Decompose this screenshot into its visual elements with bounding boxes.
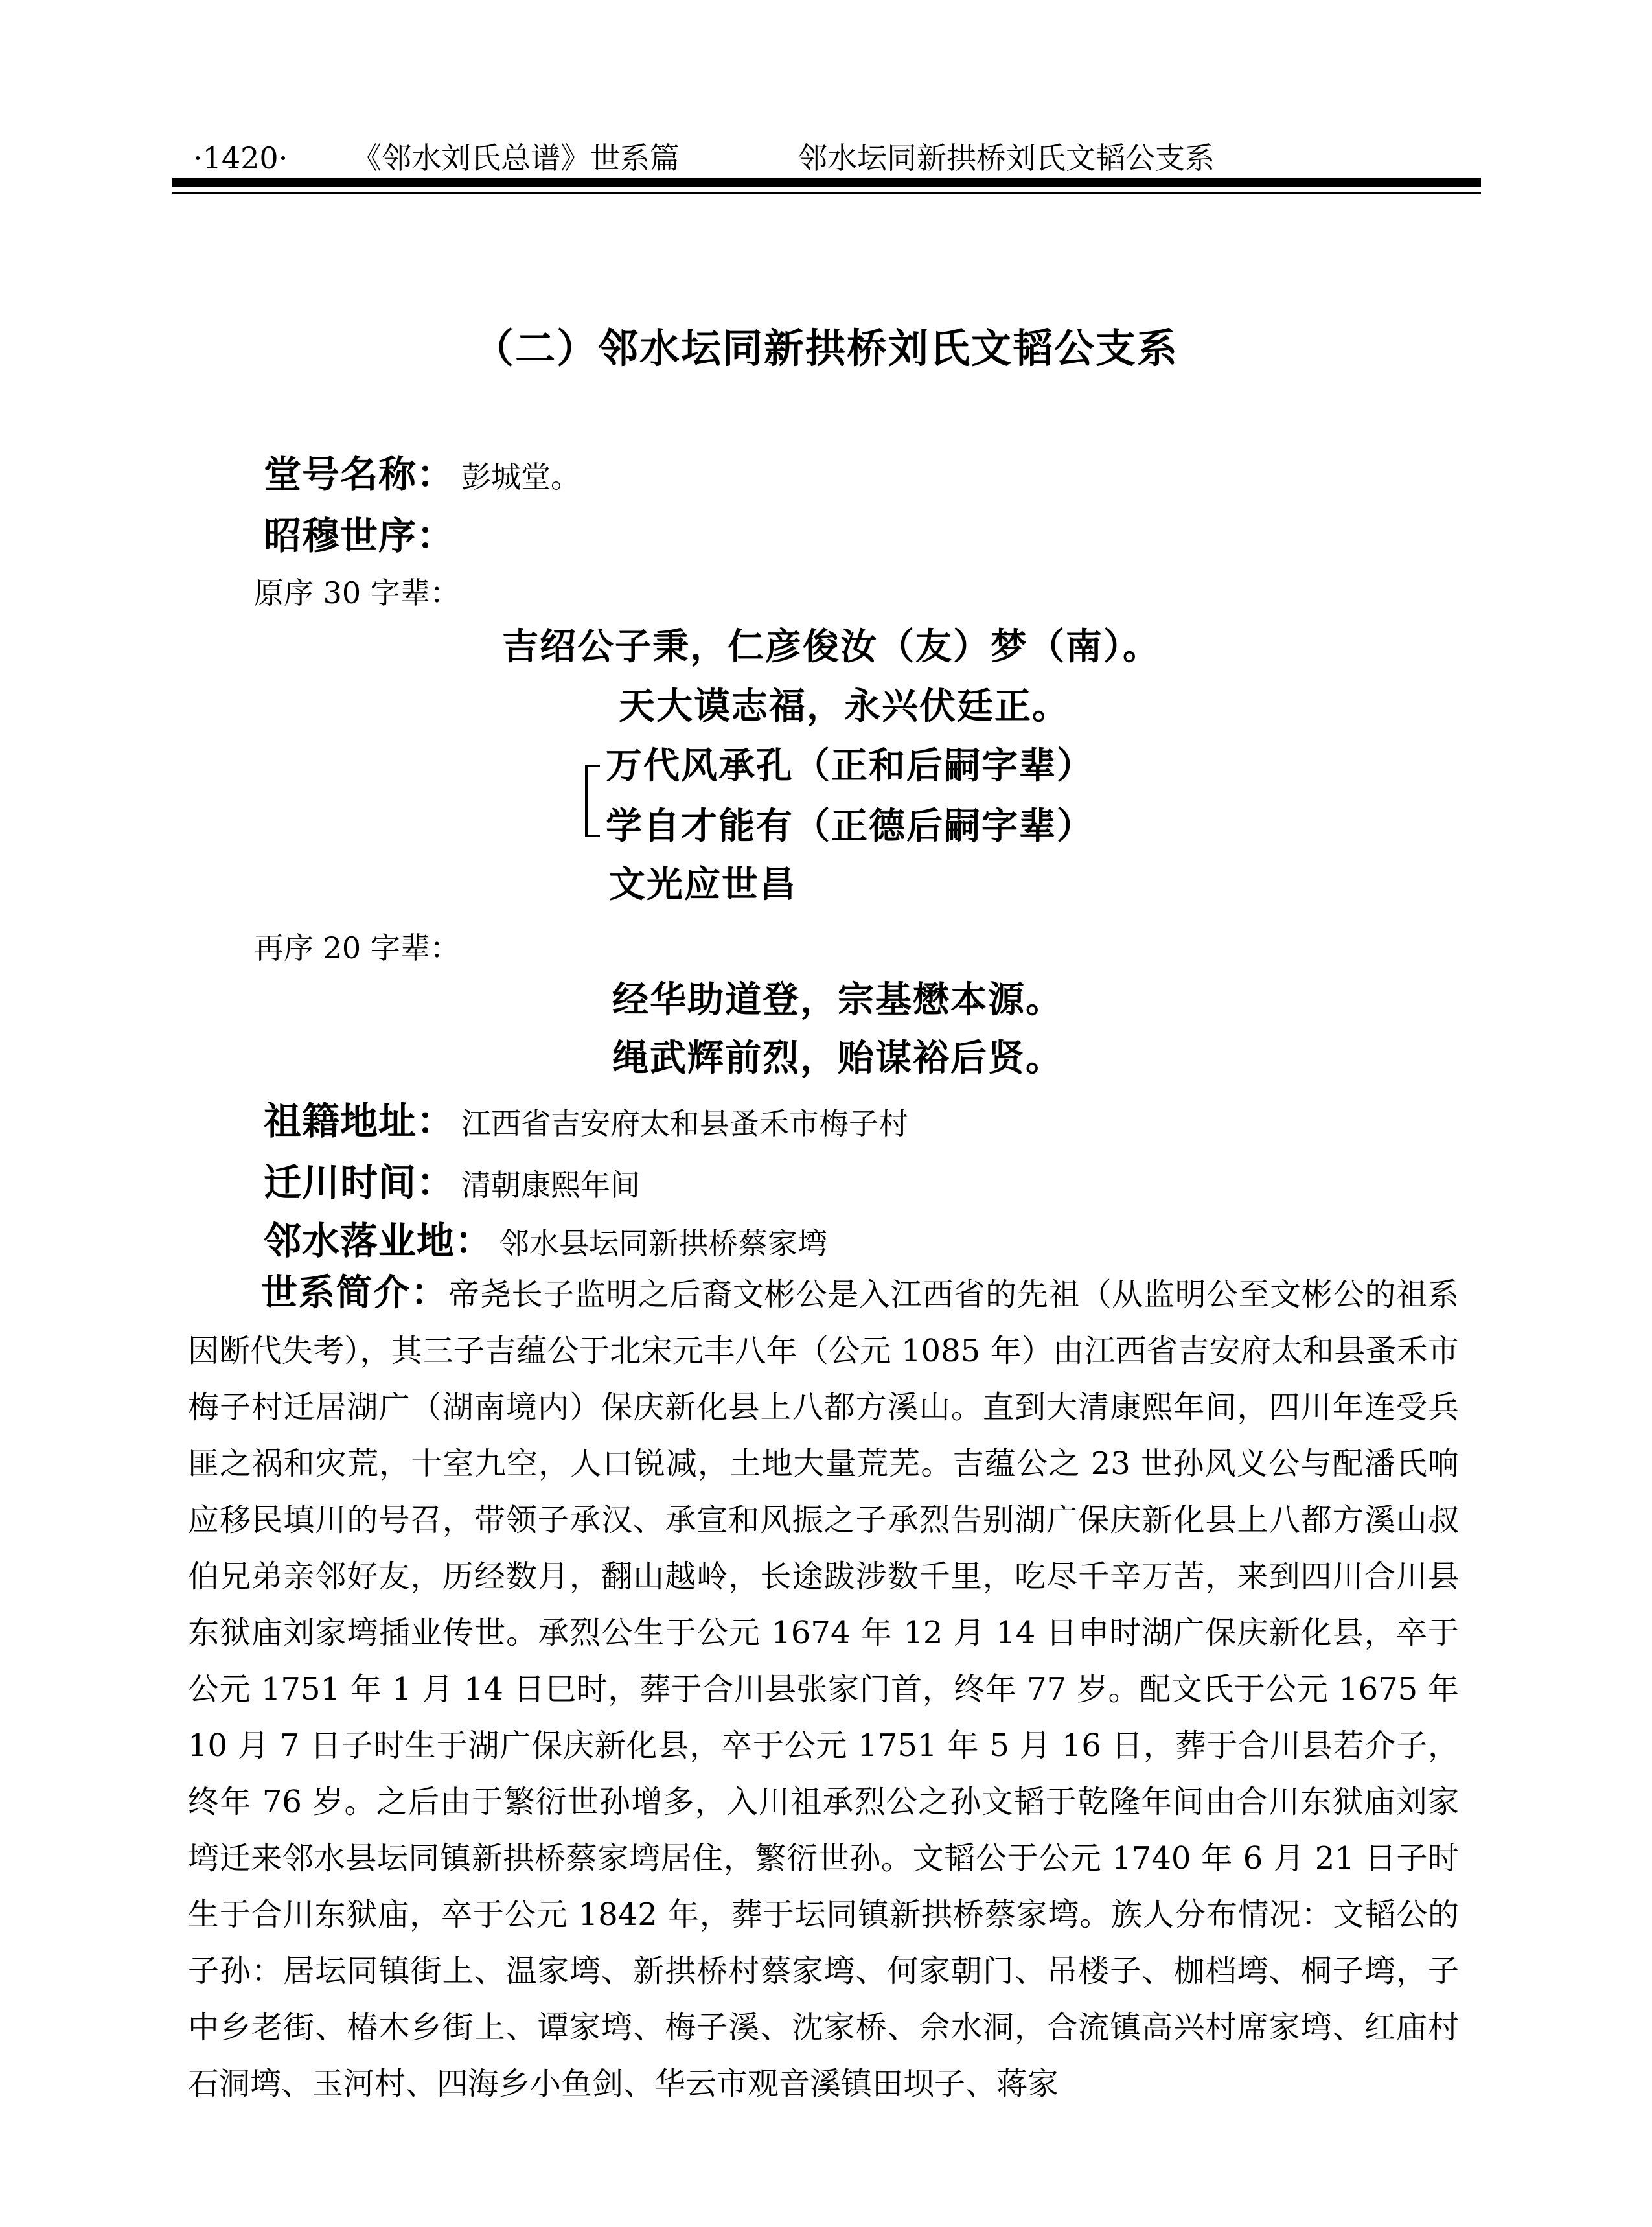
field-row-ancestral bbox=[264, 1100, 908, 1144]
poem-line-2: 天大谟志福，永兴伏廷正。 bbox=[619, 686, 1070, 728]
lineage-intro-text: 帝尧长子监明之后裔文彬公是入江西省的先祖（从监明公至文彬公的祖系因断代失考），其三子吉蕴公于北宋元丰八年（公元 1085 年）由江西省吉安府太和县蚤禾市梅子村迁居湖广（湖南境内）保庆新化县上八都方溪山。直到大清康熙年间，四川年连受兵匪之祸和灾荒，十室九空，人口锐减，土地大量荒芜。吉蕴公之 23 世孙风义公与配潘氏响应移民填川的号召，带领子承汉、承宣和风振之子承烈告别湖广保庆新化县上八都方溪山叔伯兄弟亲邻好友，历经数月，翻山越岭，长途跋涉数千里，吃尽千辛万苦，来到四川合川县东狱庙刘家塆插业传世。承烈公生于公元 1674 年 12 月 14 日申时湖广保庆新化县，卒于公元 1751 年 1 月 14 日巳时，葬于合川县张家门首，终年 77 岁。配文氏于公元 1675 年 10 月 7 日子时生于湖广保庆新化县，卒于公元 1751 年 5 月 16 日，葬于合川县若介子，终年 76 岁。之后由于繁衍世孙增多，入川祖承烈公之孙文韬于乾隆年间由合川东狱庙刘家塆迁来邻水县坛同镇新拱桥蔡家塆居住，繁衍世孙。文韬公于公元 1740 年 6 月 21 日子时生于合川东狱庙，卒于公元 1842 年，葬于坛同镇新拱桥蔡家塆。族人分布情况：文韬公的子孙：居坛同镇街上、温家塆、新拱桥村蔡家塆、何家朝门、吊楼子、枷档塆、桐子塆，子中乡老街、椿木乡街上、谭家塆、梅子溪、沈家桥、佘水洞，合流镇高兴村席家塆、红庙村石洞塆、玉河村、四海乡小鱼剑、华云市观音溪镇田坝子、蒋家 bbox=[188, 1276, 1459, 2102]
lineage-intro-paragraph bbox=[188, 1265, 1459, 2112]
generation-order-label: 昭穆世序： bbox=[264, 514, 455, 558]
hall-name-label: 堂号名称： bbox=[264, 452, 455, 496]
poem-line-1: 吉绍公子秉，仁彦俊汝（友）梦（南）。 bbox=[502, 626, 1160, 668]
poem-line-5: 文光应世昌 bbox=[609, 864, 797, 906]
header-rule-thin bbox=[172, 192, 1481, 194]
page-title: （二）邻水坛同新拱桥刘氏文韬公支系 bbox=[473, 325, 1178, 372]
original-poem-heading: 原序 30 字辈： bbox=[254, 575, 460, 610]
field-row-migration bbox=[264, 1162, 640, 1206]
page-number: ·1420· bbox=[193, 141, 288, 176]
renewed-poem-line-1: 经华助道登，宗基懋本源。 bbox=[612, 979, 1063, 1021]
poem-line-4: 学自才能有（正德后嗣字辈） bbox=[606, 805, 1094, 848]
poem-line-3: 万代风承孔（正和后嗣字辈） bbox=[606, 745, 1094, 787]
book-title: 《邻水刘氏总谱》世系篇 bbox=[352, 141, 680, 176]
poem-bracket bbox=[585, 765, 600, 837]
migration-time-label: 迁川时间： bbox=[264, 1160, 455, 1205]
renewed-poem-line-2: 绳武辉前烈，贻谋裕后贤。 bbox=[612, 1037, 1063, 1079]
header-section-title: 邻水坛同新拱桥刘氏文韬公支系 bbox=[797, 141, 1215, 176]
field-row-order bbox=[264, 515, 461, 559]
renewed-poem-heading: 再序 20 字辈： bbox=[254, 930, 460, 965]
field-row-settlement bbox=[264, 1220, 827, 1264]
lineage-intro-label: 世系简介： bbox=[261, 1272, 448, 1314]
ancestral-address-value: 江西省吉安府太和县蚤禾市梅子村 bbox=[461, 1106, 909, 1141]
settlement-place-label: 邻水落业地： bbox=[264, 1219, 494, 1263]
hall-name-value: 彭城堂。 bbox=[461, 459, 581, 494]
ancestral-address-label: 祖籍地址： bbox=[264, 1099, 455, 1143]
migration-time-value: 清朝康熙年间 bbox=[461, 1168, 641, 1203]
settlement-place-value: 邻水县坛同新拱桥蔡家塆 bbox=[499, 1226, 828, 1261]
header-rule-thick bbox=[172, 178, 1481, 187]
field-row-hall bbox=[264, 454, 580, 498]
